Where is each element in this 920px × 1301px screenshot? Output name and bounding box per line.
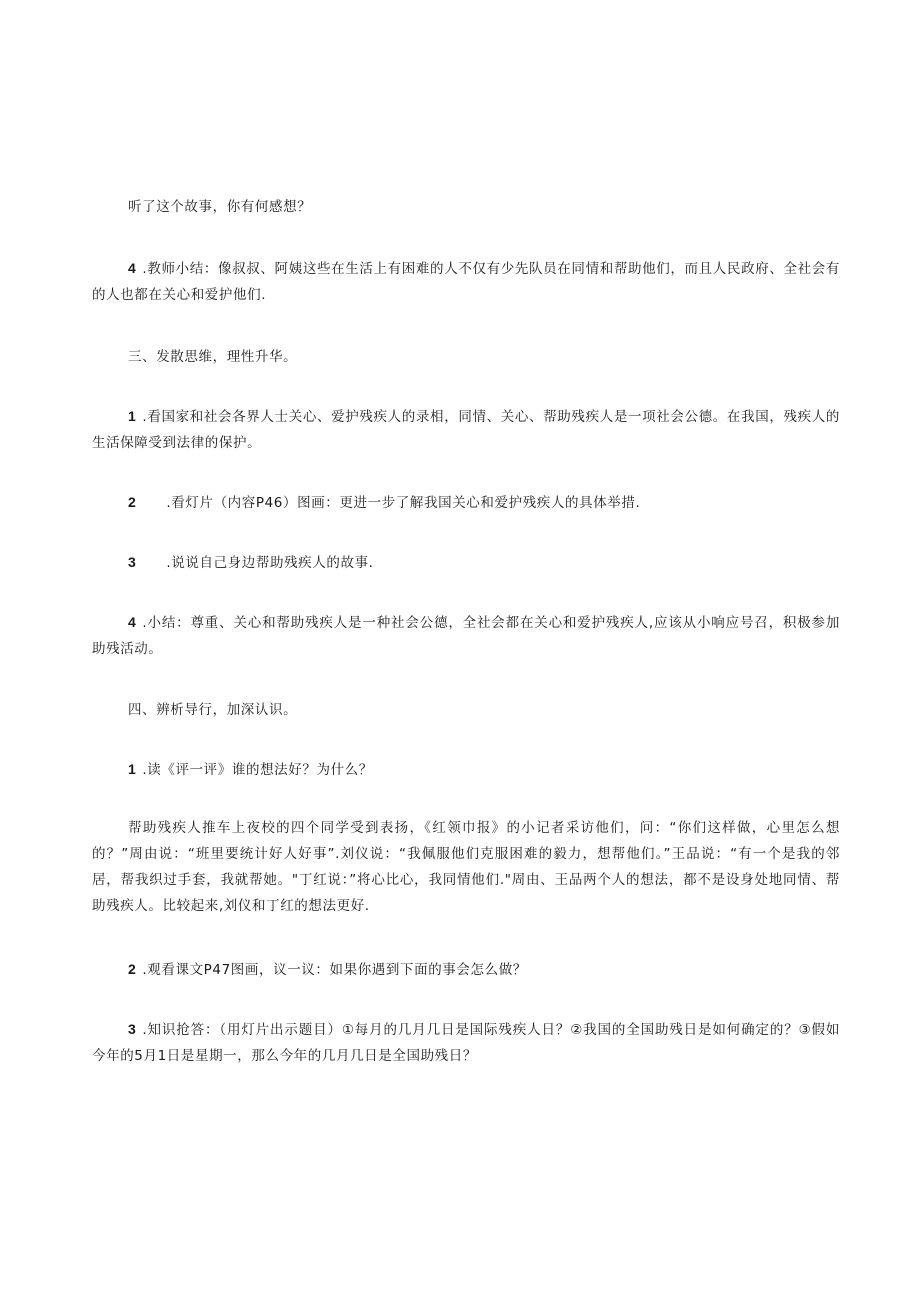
paragraph-video xyxy=(92,403,840,456)
item-number: 1 xyxy=(128,761,137,777)
item-number: 1 xyxy=(128,408,137,424)
heading-text: 四、辨析导行，加深认识。 xyxy=(128,702,298,718)
paragraph-text: 听了这个故事，你有何感想？ xyxy=(128,199,312,215)
section-heading-four xyxy=(92,697,840,723)
heading-text: 三、发散思维，理性升华。 xyxy=(128,349,298,365)
paragraph-slides xyxy=(92,489,840,516)
item-number: 4 xyxy=(128,260,137,276)
paragraph-discuss xyxy=(92,956,840,983)
item-number: 3 xyxy=(128,554,137,570)
item-number: 3 xyxy=(128,1021,137,1037)
item-number: 2 xyxy=(128,494,137,510)
paragraph-text: .观看课文P47图画，议一议：如果你遇到下面的事会怎么做？ xyxy=(142,962,527,978)
paragraph-reflection-question xyxy=(92,194,840,220)
paragraph-text: .小结：尊重、关心和帮助残疾人是一种社会公德，全社会都在关心和爱护残疾人,应该从小响应号召，积极参加助残活动。 xyxy=(92,615,840,657)
item-number: 2 xyxy=(128,961,137,977)
paragraph-story-detail xyxy=(92,815,840,919)
paragraph-summary xyxy=(92,609,840,662)
paragraph-text: .看灯片（内容P46）图画：更进一步了解我国关心和爱护残疾人的具体举措. xyxy=(166,495,641,511)
paragraph-text: .说说自己身边帮助残疾人的故事. xyxy=(166,555,374,571)
paragraph-stories xyxy=(92,549,840,576)
item-number: 4 xyxy=(128,614,137,630)
paragraph-text: .读《评一评》谁的想法好？为什么？ xyxy=(142,762,373,778)
paragraph-evaluate xyxy=(92,756,840,783)
paragraph-text: 帮助残疾人推车上夜校的四个同学受到表扬，《红领巾报》的小记者采访他们，问：“你们这样做，心里怎么想的？”周由说：“班里要统计好人好事”.刘仪说：“我佩服他们克服困难的毅力，想帮他们。”王品说：“有一个是我的邻居，帮我织过手套，我就帮她。"丁红说：”将心比心，我同情他们."周由、王品两个人的想法，都不是设身处地同情、帮助残疾人。比较起来,刘仪和丁红的想法更好. xyxy=(92,820,840,914)
paragraph-teacher-summary xyxy=(92,255,840,308)
paragraph-text: .知识抢答：（用灯片出示题目）①每月的几月几日是国际残疾人日？②我国的全国助残日是如何确定的？③假如今年的5月1日是星期一，那么今年的几月几日是全国助残日？ xyxy=(92,1022,840,1064)
paragraph-quiz xyxy=(92,1016,840,1069)
paragraph-text: .看国家和社会各界人士关心、爱护残疾人的录相，同情、关心、帮助残疾人是一项社会公德。在我国，残疾人的生活保障受到法律的保护。 xyxy=(92,409,840,451)
section-heading-three xyxy=(92,344,840,370)
paragraph-text: .教师小结：像叔叔、阿姨这些在生活上有困难的人不仅有少先队员在同情和帮助他们，而且人民政府、全社会有的人也都在关心和爱护他们. xyxy=(92,261,840,303)
